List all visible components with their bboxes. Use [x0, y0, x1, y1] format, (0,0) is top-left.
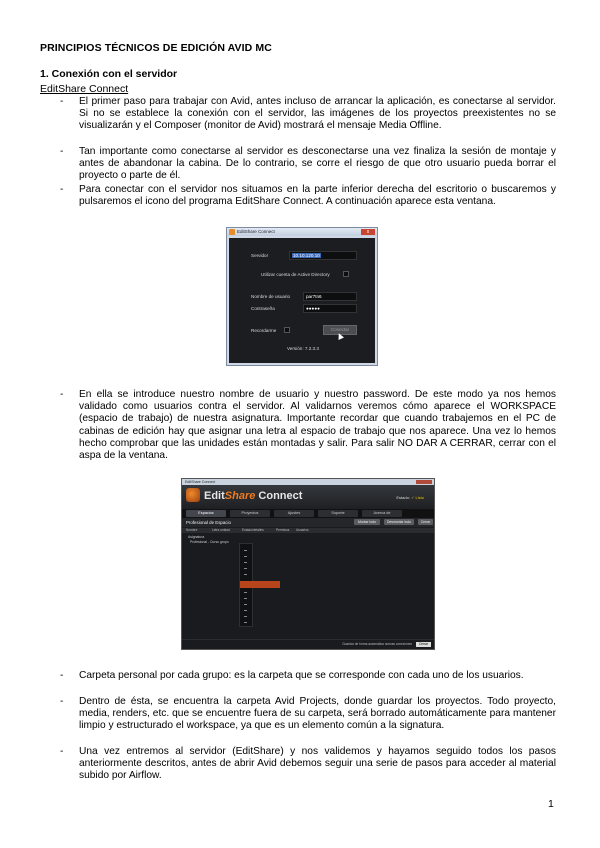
- column-status[interactable]: Estado/detalles: [242, 528, 264, 532]
- version-text: Versión: 7.2.3.3: [287, 346, 319, 351]
- status-value: ✓ Listo: [411, 495, 424, 500]
- list-item: [60, 184, 556, 208]
- tab-acerca[interactable]: Acerca de: [362, 510, 402, 517]
- close-button[interactable]: x: [361, 229, 375, 235]
- app-header: [182, 485, 434, 509]
- bullet-dash: -: [60, 146, 64, 157]
- window-controls[interactable]: [416, 480, 432, 484]
- username-input[interactable]: par7tn6: [303, 292, 357, 301]
- column-users[interactable]: Usuarios: [296, 528, 309, 532]
- tab-soporte[interactable]: Soporte: [318, 510, 358, 517]
- list-item-text: Una vez entremos al servidor (EditShare) y nos validemos y hayamos seguido todos los pasos anteriormente descritos, antes de abrir Avid debemos seguir una serie de pasos para acceder al material subido por Airflow.: [79, 746, 556, 782]
- bullet-dash: -: [60, 184, 64, 195]
- list-item-text: Carpeta personal por cada grupo: es la carpeta que se corresponde con cada uno de los usuarios.: [79, 670, 524, 681]
- tree-item[interactable]: Profesional - Curso grupo: [190, 540, 229, 544]
- dialog-body: [229, 238, 375, 363]
- unmount-all-button[interactable]: Desmontar todo: [384, 519, 414, 525]
- window-title: EditShare Connect: [185, 480, 216, 484]
- toolbar-label: Profesional de Espacio: [186, 520, 231, 525]
- tab-proyectos[interactable]: Proyectos: [230, 510, 270, 517]
- column-header: [182, 528, 434, 533]
- app-icon: [229, 229, 235, 235]
- bullet-dash: -: [60, 670, 64, 681]
- bullet-dash: -: [60, 389, 64, 400]
- tab-espacios[interactable]: Espacios: [186, 510, 226, 517]
- server-input[interactable]: [289, 251, 357, 260]
- list-item-text: Tan importante como conectarse al servidor es desconectarse una vez finaliza la sesión de montaje y antes de abandonar la cabina. De lo contrario, se corre el riesgo de que otro usuario pueda borrar el proyecto o parte de él.: [79, 146, 556, 182]
- status-indicator: [396, 495, 424, 500]
- selected-drive-letter[interactable]: [240, 581, 280, 588]
- close-toolbar-button[interactable]: Cerrar: [418, 519, 433, 525]
- brand-connect: Connect: [255, 490, 303, 502]
- section-heading: 1. Conexión con el servidor: [40, 68, 178, 80]
- server-value: 10.10.120.10: [293, 253, 320, 258]
- window-footer: [182, 639, 434, 649]
- editshare-connect-window: [181, 478, 435, 650]
- remember-checkbox[interactable]: [284, 327, 290, 333]
- username-label: Nombre de usuario: [251, 294, 291, 299]
- dialog-title: EditShare Connect: [237, 229, 275, 234]
- drive-letter-dropdown[interactable]: [239, 543, 253, 627]
- list-item-text: Para conectar con el servidor nos situamos en la parte inferior derecha del escritorio o buscaremos y pulsaremos el icono del programa EditShare Connect. A continuación aparece esta ventana.: [79, 184, 556, 208]
- list-item: [60, 146, 556, 183]
- column-drive-letter[interactable]: Letra unidad: [212, 528, 230, 532]
- list-item: [60, 746, 556, 783]
- password-label: Contraseña: [251, 306, 275, 311]
- list-item: [60, 96, 556, 133]
- brand-name: [204, 490, 302, 502]
- remember-label: Recordarme: [251, 328, 277, 333]
- mount-all-button[interactable]: Montar todo: [354, 519, 380, 525]
- column-permissions[interactable]: Permisos: [276, 528, 290, 532]
- column-name[interactable]: Nombre: [186, 528, 198, 532]
- editshare-logo-icon: [186, 488, 200, 502]
- server-label: Servidor: [251, 253, 269, 258]
- list-item-text: En ella se introduce nuestro nombre de usuario y nuestro password. De este modo ya nos hemos validado como usuarios contra el servidor. Al validarnos veremos cómo aparece el WORKSPACE (espacio de trabajo) de nuestra asignatura. Importante recordar que cuando trabajemos en el PC de cabinas de edición hay que asignar una letra al espacio de trabajo que nos aparece. Una vez lo hemos hecho comprobar que las unidades están montadas y salir. Para salir NO DAR A CERRAR, cerrar con el aspa de la ventana.: [79, 389, 556, 462]
- footer-text: Guardar de forma automática nuevas conexiones: [342, 642, 412, 646]
- active-directory-label: Utilizar cuenta de Active Directory: [261, 272, 330, 277]
- toolbar: [182, 518, 434, 527]
- subheading: EditShare Connect: [40, 83, 129, 95]
- tab-ajustes[interactable]: Ajustes: [274, 510, 314, 517]
- list-item: [60, 389, 556, 462]
- bullet-dash: -: [60, 696, 64, 707]
- list-item: [60, 670, 556, 682]
- tab-bar: [182, 509, 434, 518]
- list-item-text: El primer paso para trabajar con Avid, antes incluso de arrancar la aplicación, es conectarse al servidor. Si no se establece la conexión con el servidor, las imágenes de los proyectos preexistentes no se visualizarán y el Composer (monitor de Avid) mostrará el mensaje Media Offline.: [79, 96, 556, 132]
- document-title: PRINCIPIOS TÉCNICOS DE EDICIÓN AVID MC: [40, 42, 272, 54]
- tree-item[interactable]: Asignatura: [188, 535, 205, 539]
- editshare-login-dialog: [226, 227, 378, 366]
- bullet-dash: -: [60, 96, 64, 107]
- footer-close-button[interactable]: Cerrar: [416, 642, 431, 647]
- list-item: [60, 696, 556, 733]
- password-input[interactable]: ●●●●●: [303, 304, 357, 313]
- status-label: Estado:: [396, 495, 410, 500]
- bullet-dash: -: [60, 746, 64, 757]
- list-item-text: Dentro de ésta, se encuentra la carpeta Avid Projects, donde guardar los proyectos. Todo proyecto, media, renders, etc. que se encuentre fuera de su carpeta, será borrado automáticamente para mantener limpio y estructurado el workspace, ya que es un elemento común a la signatura.: [79, 696, 556, 732]
- connect-button[interactable]: Conectar: [323, 325, 357, 335]
- brand-share: Share: [224, 490, 256, 502]
- brand-edit: Edit: [204, 490, 225, 502]
- dialog-titlebar: [227, 228, 377, 236]
- active-directory-checkbox[interactable]: [343, 271, 349, 277]
- page-number: 1: [548, 798, 554, 810]
